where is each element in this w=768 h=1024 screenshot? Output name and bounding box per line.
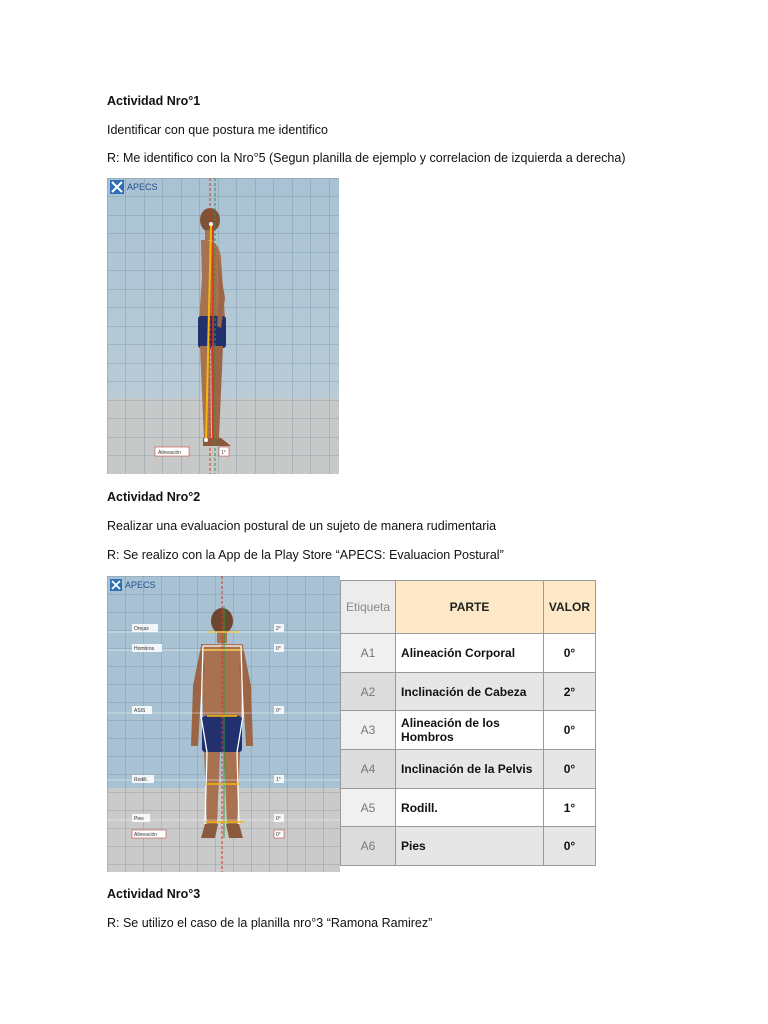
row-value: 0°: [543, 750, 595, 789]
row-part: Rodill.: [396, 788, 544, 827]
row-value: 1°: [543, 788, 595, 827]
row-value: 0°: [543, 711, 595, 750]
table-header-row: [341, 581, 596, 634]
frontal-posture-photo: [107, 576, 340, 872]
logo-text: APECS: [127, 182, 158, 192]
activity2-answer: R: Se realizo con la App de la Play Store “APECS: Evaluacion Postural”: [107, 548, 504, 562]
row-value: 0°: [543, 827, 595, 866]
tag-label: Hombros: [134, 646, 155, 652]
header-label: Etiqueta: [341, 581, 396, 634]
activity2-prompt: Realizar una evaluacion postural de un sujeto de manera rudimentaria: [107, 519, 497, 533]
row-value: 0°: [543, 634, 595, 673]
table-row: [341, 788, 596, 827]
tag-label: Orejas: [134, 626, 149, 632]
activity3-title: Actividad Nro°3: [107, 887, 201, 901]
table-row: [341, 711, 596, 750]
posture-evaluation-table: [340, 580, 596, 866]
activity1-prompt: Identificar con que postura me identifico: [107, 123, 328, 137]
row-part: Inclinación de Cabeza: [396, 672, 544, 711]
row-part: Alineación Corporal: [396, 634, 544, 673]
row-label: A5: [341, 788, 396, 827]
row-part: Alineación de los Hombros: [396, 711, 544, 750]
table-row: [341, 750, 596, 789]
row-label: A4: [341, 750, 396, 789]
row-part: Inclinación de la Pelvis: [396, 750, 544, 789]
tag-label: ASIS: [134, 708, 146, 714]
row-label: A3: [341, 711, 396, 750]
logo-text: APECS: [125, 580, 156, 590]
tag-value: 0°: [276, 832, 281, 838]
row-part: Pies: [396, 827, 544, 866]
alignment-tag-value: 1°: [221, 450, 226, 456]
alignment-tag: Alineación: [158, 450, 182, 456]
tag-label: Pies: [134, 816, 144, 822]
row-label: A1: [341, 634, 396, 673]
table-row: [341, 827, 596, 866]
tag-label: Rodill.: [134, 777, 148, 783]
tag-value: 0°: [276, 646, 281, 652]
table-row: [341, 672, 596, 711]
activity2-title: Actividad Nro°2: [107, 490, 201, 504]
tag-value: 0°: [276, 708, 281, 714]
tag-value: 0°: [276, 816, 281, 822]
row-value: 2°: [543, 672, 595, 711]
activity1-answer: R: Me identifico con la Nro°5 (Segun planilla de ejemplo y correlacion de izquierda a derecha): [107, 151, 626, 165]
header-part: PARTE: [396, 581, 544, 634]
lateral-posture-photo: [107, 178, 339, 474]
tag-value: 2°: [276, 626, 281, 632]
table-row: [341, 634, 596, 673]
tag-label: Alineación: [134, 832, 158, 838]
tag-value: 1°: [276, 777, 281, 783]
header-value: VALOR: [543, 581, 595, 634]
activity1-title: Actividad Nro°1: [107, 94, 201, 108]
row-label: A6: [341, 827, 396, 866]
row-label: A2: [341, 672, 396, 711]
activity3-answer: R: Se utilizo el caso de la planilla nro°3 “Ramona Ramirez”: [107, 916, 433, 930]
